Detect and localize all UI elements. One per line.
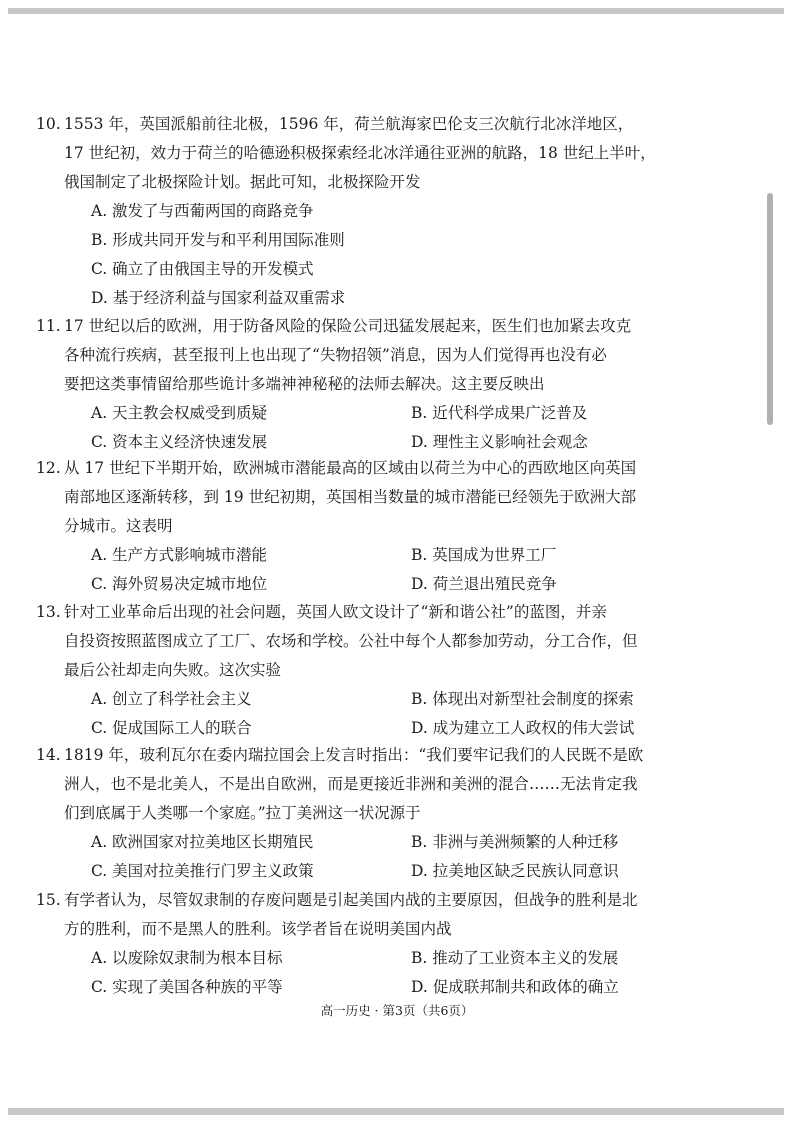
stem-line: 方的胜利，而不是黑人的胜利。该学者旨在说明美国内战 <box>64 920 452 938</box>
stem-line: 们到底属于人类哪一个家庭。”拉丁美洲这一状况源于 <box>64 804 421 822</box>
question-12 <box>36 454 736 599</box>
top-border-bar <box>8 8 784 14</box>
option-d: D. 荷兰退出殖民竞争 <box>411 575 557 593</box>
option-c: C. 促成国际工人的联合 <box>91 719 252 737</box>
stem-line: 洲人，也不是北美人，不是出自欧洲，而是更接近非洲和美洲的混合……无法肯定我 <box>64 775 638 793</box>
stem-line: 要把这类事情留给那些诡计多端神神秘秘的法师去解决。这主要反映出 <box>64 375 545 393</box>
stem-line: 从 17 世纪下半期开始，欧洲城市潜能最高的区域由以荷兰为中心的西欧地区向英国 <box>64 459 637 477</box>
question-number: 12. <box>36 459 61 477</box>
option-a: A. 生产方式影响城市潜能 <box>91 546 268 564</box>
stem-line: 17 世纪初，效力于荷兰的哈德逊积极探索经北冰洋通往亚洲的航路，18 世纪上半叶， <box>64 144 656 162</box>
options-row <box>36 973 736 1002</box>
option-b: B. 推动了工业资本主义的发展 <box>411 949 619 967</box>
stem-line: 最后公社却走向失败。这次实验 <box>64 661 282 679</box>
options-row <box>36 428 736 457</box>
stem-line: 17 世纪以后的欧洲，用于防备风险的保险公司迅猛发展起来，医生们也加紧去攻克 <box>64 317 632 335</box>
question-13 <box>36 598 736 743</box>
option-a: A. 创立了科学社会主义 <box>91 690 252 708</box>
question-number: 13. <box>36 603 61 621</box>
question-number: 15. <box>36 891 61 909</box>
stem-line: 1553 年，英国派船前往北极，1596 年，荷兰航海家巴伦支三次航行北冰洋地区， <box>64 115 634 133</box>
question-stem <box>36 886 736 944</box>
question-15 <box>36 886 736 1002</box>
options-row <box>36 944 736 973</box>
question-stem <box>36 110 736 197</box>
stem-line: 南部地区逐渐转移，到 19 世纪初期，英国相当数量的城市潜能已经领先于欧洲大部 <box>64 488 637 506</box>
question-10 <box>36 110 736 313</box>
bottom-border-bar <box>8 1108 784 1115</box>
options-row <box>36 570 736 599</box>
question-14 <box>36 741 736 886</box>
question-stem <box>36 598 736 685</box>
question-stem <box>36 741 736 828</box>
option-b: B. 英国成为世界工厂 <box>411 546 557 564</box>
option-c: C. 美国对拉美推行门罗主义政策 <box>91 862 314 880</box>
option-d: D. 成为建立工人政权的伟大尝试 <box>411 719 635 737</box>
stem-line: 自投资按照蓝图成立了工厂、农场和学校。公社中每个人都参加劳动，分工合作，但 <box>64 632 638 650</box>
option-d: D. 促成联邦制共和政体的确立 <box>411 978 619 996</box>
stem-line: 有学者认为，尽管奴隶制的存废问题是引起美国内战的主要原因，但战争的胜利是北 <box>64 891 638 909</box>
option-d: D. 拉美地区缺乏民族认同意识 <box>411 862 619 880</box>
option-a: A. 激发了与西葡两国的商路竞争 <box>91 202 314 220</box>
options-row <box>36 828 736 857</box>
option-c: C. 资本主义经济快速发展 <box>91 433 268 451</box>
option-a: A. 以废除奴隶制为根本目标 <box>91 949 283 967</box>
option-a: A. 欧洲国家对拉美地区长期殖民 <box>91 833 314 851</box>
option-c: C. 海外贸易决定城市地位 <box>91 575 268 593</box>
option-c: C. 确立了由俄国主导的开发模式 <box>91 260 314 278</box>
option-a: A. 天主教会权威受到质疑 <box>91 404 268 422</box>
stem-line: 分城市。这表明 <box>64 517 173 535</box>
page-footer: 高一历史 · 第3页（共6页） <box>320 1003 474 1018</box>
options-row <box>36 714 736 743</box>
option-b: B. 体现出对新型社会制度的探索 <box>411 690 634 708</box>
stem-line: 针对工业革命后出现的社会问题，英国人欧文设计了“新和谐公社”的蓝图，并亲 <box>64 603 607 621</box>
option-c: C. 实现了美国各种族的平等 <box>91 978 283 996</box>
question-stem <box>36 312 736 399</box>
scrollbar-thumb[interactable] <box>767 193 773 425</box>
option-d: D. 基于经济利益与国家利益双重需求 <box>91 289 346 307</box>
question-number: 11. <box>36 317 61 335</box>
option-b: B. 形成共同开发与和平利用国际准则 <box>91 231 345 249</box>
options-row <box>36 399 736 428</box>
option-b: B. 近代科学成果广泛普及 <box>411 404 588 422</box>
question-stem <box>36 454 736 541</box>
question-number: 10. <box>36 115 61 133</box>
stem-line: 1819 年，玻利瓦尔在委内瑞拉国会上发言时指出：“我们要牢记我们的人民既不是欧 <box>64 746 644 764</box>
question-number: 14. <box>36 746 61 764</box>
stem-line: 俄国制定了北极探险计划。据此可知，北极探险开发 <box>64 173 421 191</box>
stem-line: 各种流行疾病，甚至报刊上也出现了“失物招领”消息，因为人们觉得再也没有必 <box>64 346 607 364</box>
option-b: B. 非洲与美洲频繁的人种迁移 <box>411 833 619 851</box>
options-row <box>36 541 736 570</box>
question-11 <box>36 312 736 457</box>
options-row <box>36 685 736 714</box>
option-d: D. 理性主义影响社会观念 <box>411 433 588 451</box>
options-row <box>36 857 736 886</box>
